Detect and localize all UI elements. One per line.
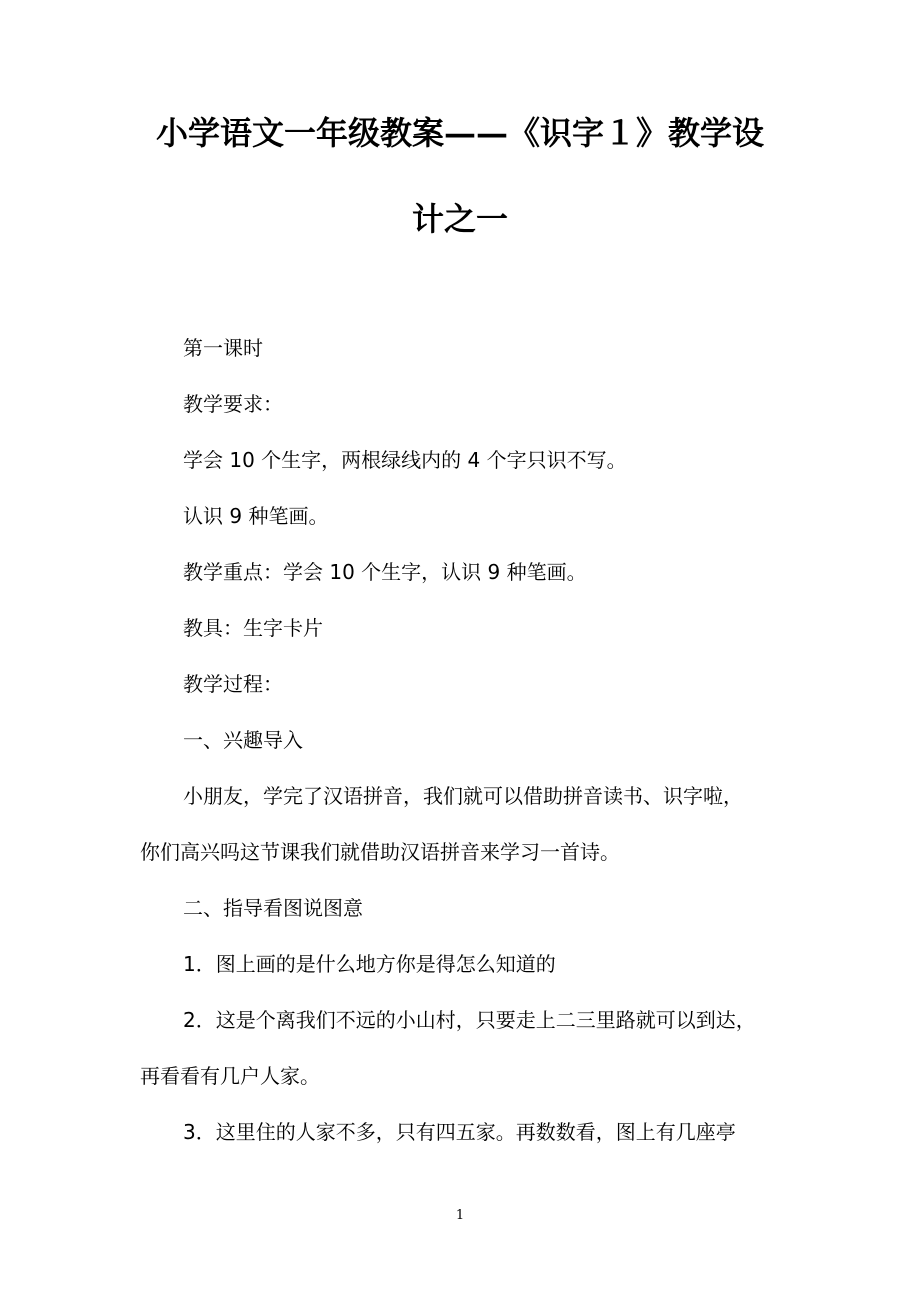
paragraph-requirement-2: 认识 9 种笔画。 bbox=[183, 504, 329, 528]
section-heading-picture: 二、指导看图说图意 bbox=[183, 896, 363, 920]
list-item-2-line-1: 2．这是个离我们不远的小山村，只要走上二三里路就可以到达， bbox=[183, 1008, 756, 1032]
document-title-line-2: 计之一 bbox=[411, 200, 508, 238]
document-title-line-1: 小学语文一年级教案——《识字１》教学设 bbox=[155, 114, 764, 152]
list-item-1: 1．图上画的是什么地方你是得怎么知道的 bbox=[183, 952, 556, 976]
paragraph-intro-line-2: 你们高兴吗这节课我们就借助汉语拼音来学习一首诗。 bbox=[140, 840, 620, 864]
list-item-3: 3．这里住的人家不多，只有四五家。再数数看，图上有几座亭 bbox=[183, 1120, 736, 1144]
paragraph-requirements-heading: 教学要求： bbox=[183, 392, 283, 416]
paragraph-intro-line-1: 小朋友，学完了汉语拼音，我们就可以借助拼音读书、识字啦， bbox=[183, 784, 743, 808]
paragraph-requirement-1: 学会 10 个生字，两根绿线内的 4 个字只识不写。 bbox=[183, 448, 627, 472]
paragraph-key-points: 教学重点：学会 10 个生字，认识 9 种笔画。 bbox=[183, 560, 587, 584]
paragraph-process-heading: 教学过程： bbox=[183, 672, 283, 696]
page-number: 1 bbox=[455, 1208, 465, 1223]
paragraph-teaching-aids: 教具：生字卡片 bbox=[183, 616, 323, 640]
paragraph-lesson-period: 第一课时 bbox=[183, 336, 263, 360]
list-item-2-line-2: 再看看有几户人家。 bbox=[140, 1064, 320, 1088]
section-heading-intro: 一、兴趣导入 bbox=[183, 728, 303, 752]
